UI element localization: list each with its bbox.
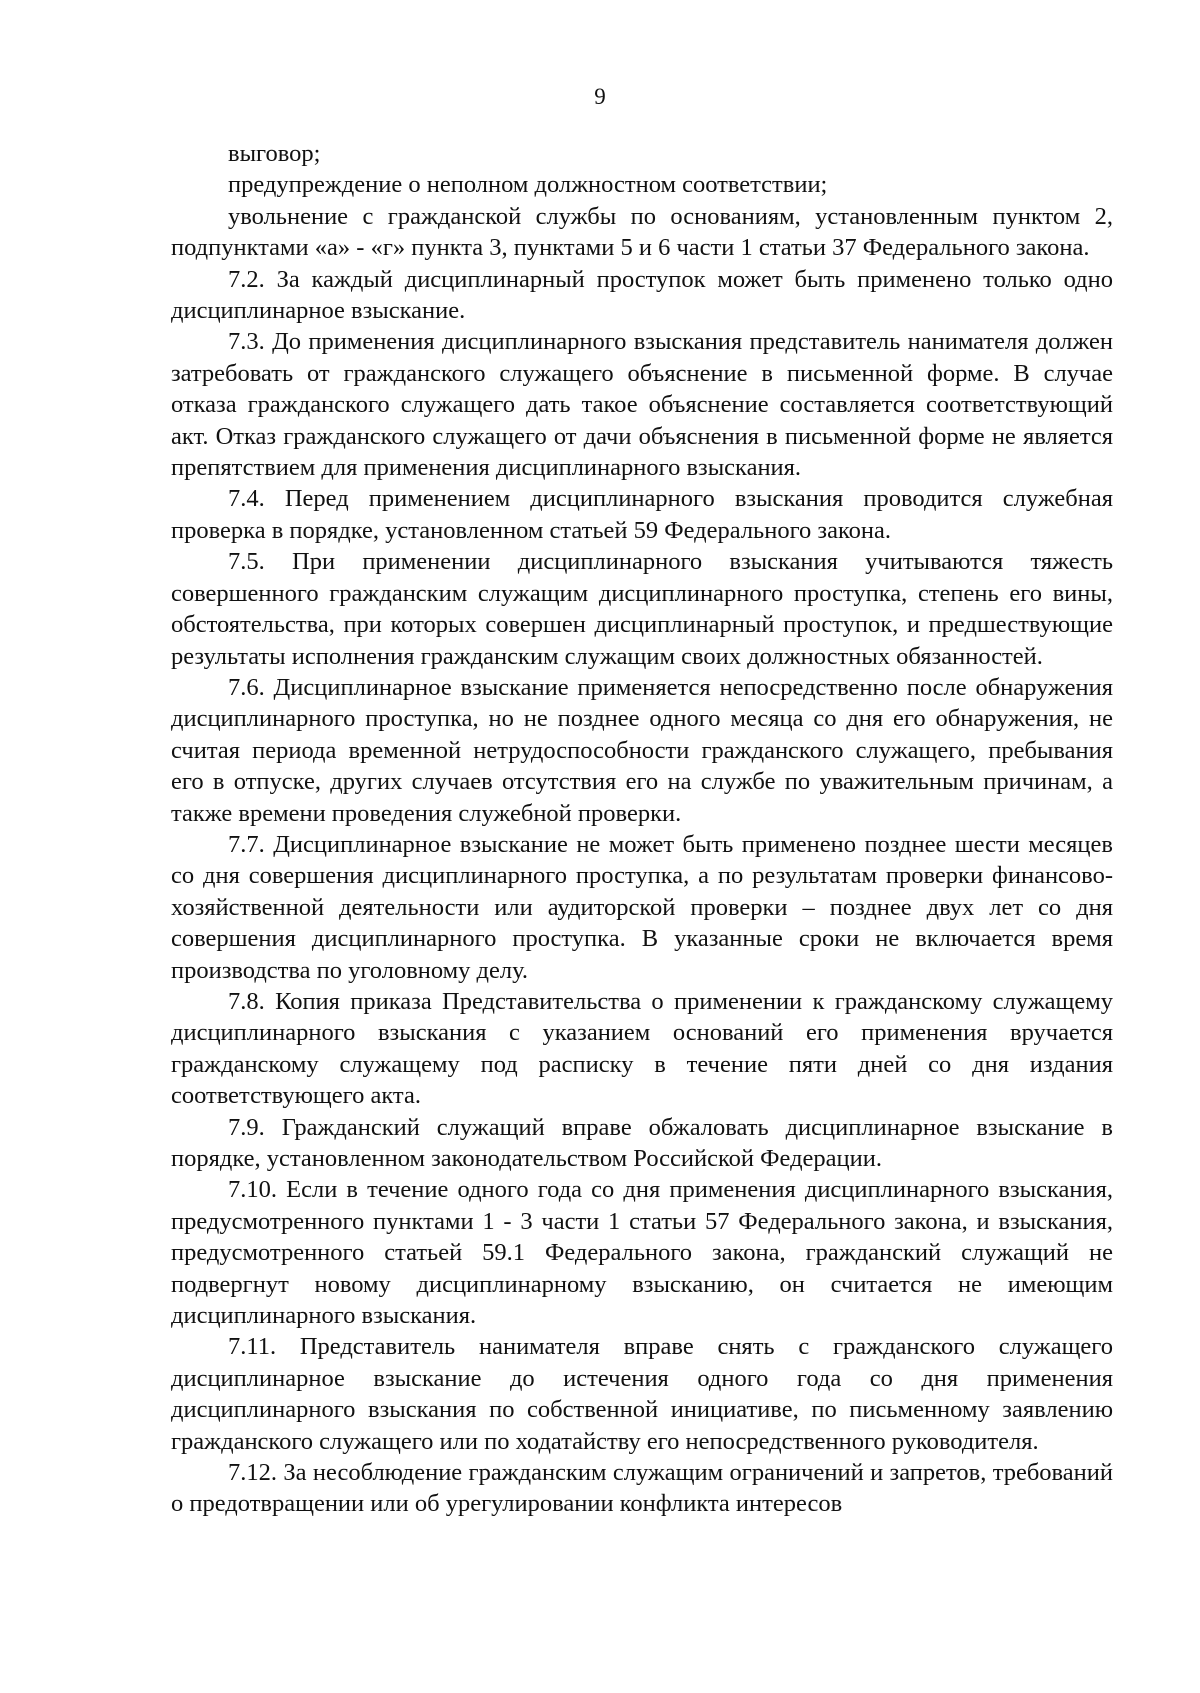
paragraph-reprimand: выговор; [228,140,321,167]
paragraph-7-3: 7.3. До применения дисциплинарного взыскания представитель нанимателя должен затребовать от гражданского служащего объяснение в письменной форме. В случае отказа гражданского служащего дать такое объяснение составляется соответствующий акт. Отказ гражданского служащего от дачи объяснения в письменной форме не является препятствием для применения дисциплинарного взыскания. [171,328,1113,482]
paragraph-warning: предупреждение о неполном должностном соответствии; [228,171,828,199]
paragraph-7-9: 7.9. Гражданский служащий вправе обжаловать дисциплинарное взыскание в порядке, установленном законодательством Российской Федерации. [171,1113,1113,1172]
paragraph-dismissal: увольнение с гражданской службы по основаниям, установленным пунктом 2, подпунктами «а» - «г» пункта 3, пунктами 5 и 6 части 1 статьи 37 Федерального закона. [171,202,1113,262]
paragraph-7-11: 7.11. Представитель нанимателя вправе снять с гражданского служащего дисциплинарное взыскание до истечения одного года со дня применения дисциплинарного взыскания по собственной инициативе, по письменному заявлению гражданского служащего или по ходатайству его непосредственного руководителя. [171,1333,1113,1455]
page-number: 9 [594,84,606,109]
paragraph-7-7: 7.7. Дисциплинарное взыскание не может быть применено позднее шести месяцев со дня совершения дисциплинарного проступка, а по результатам проверки финансово-хозяйственной деятельности или аудиторской проверки – позднее двух лет со дня совершения дисциплинарного проступка. В указанные сроки не включается время производства по уголовному делу. [171,830,1113,984]
paragraph-7-6: 7.6. Дисциплинарное взыскание применяется непосредственно после обнаружения дисциплинарного проступка, но не позднее одного месяца со дня его обнаружения, не считая периода временной нетрудоспособности гражданского служащего, пребывания его в отпуске, других случаев отсутствия его на службе по уважительным причинам, а также времени проведения служебной проверки. [171,673,1113,827]
document-body [171,138,1113,1520]
paragraph-7-12: 7.12. За несоблюдение гражданским служащим ограничений и запретов, требований о предотвращении или об урегулировании конфликта интересов [171,1459,1113,1518]
paragraph-7-4: 7.4. Перед применением дисциплинарного взыскания проводится служебная проверка в порядке, установленном статьей 59 Федерального закона. [171,485,1113,544]
paragraph-7-10: 7.10. Если в течение одного года со дня применения дисциплинарного взыскания, предусмотренного пунктами 1 - 3 части 1 статьи 57 Федерального закона, и взыскания, предусмотренного статьей 59.1 Федерального закона, гражданский служащий не подвергнут новому дисциплинарному взысканию, он считается не имеющим дисциплинарного взыскания. [171,1176,1113,1330]
paragraph-7-2: 7.2. За каждый дисциплинарный проступок может быть применено только одно дисциплинарное взыскание. [171,265,1113,325]
paragraph-7-8: 7.8. Копия приказа Представительства о применении к гражданскому служащему дисциплинарного взыскания с указанием оснований его применения вручается гражданскому служащему под расписку в течение пяти дней со дня издания соответствующего акта. [171,987,1113,1110]
paragraph-7-5: 7.5. При применении дисциплинарного взыскания учитываются тяжесть совершенного гражданским служащим дисциплинарного проступка, степень его вины, обстоятельства, при которых совершен дисциплинарный проступок, и предшествующие результаты исполнения гражданским служащим своих должностных обязанностей. [171,548,1113,670]
